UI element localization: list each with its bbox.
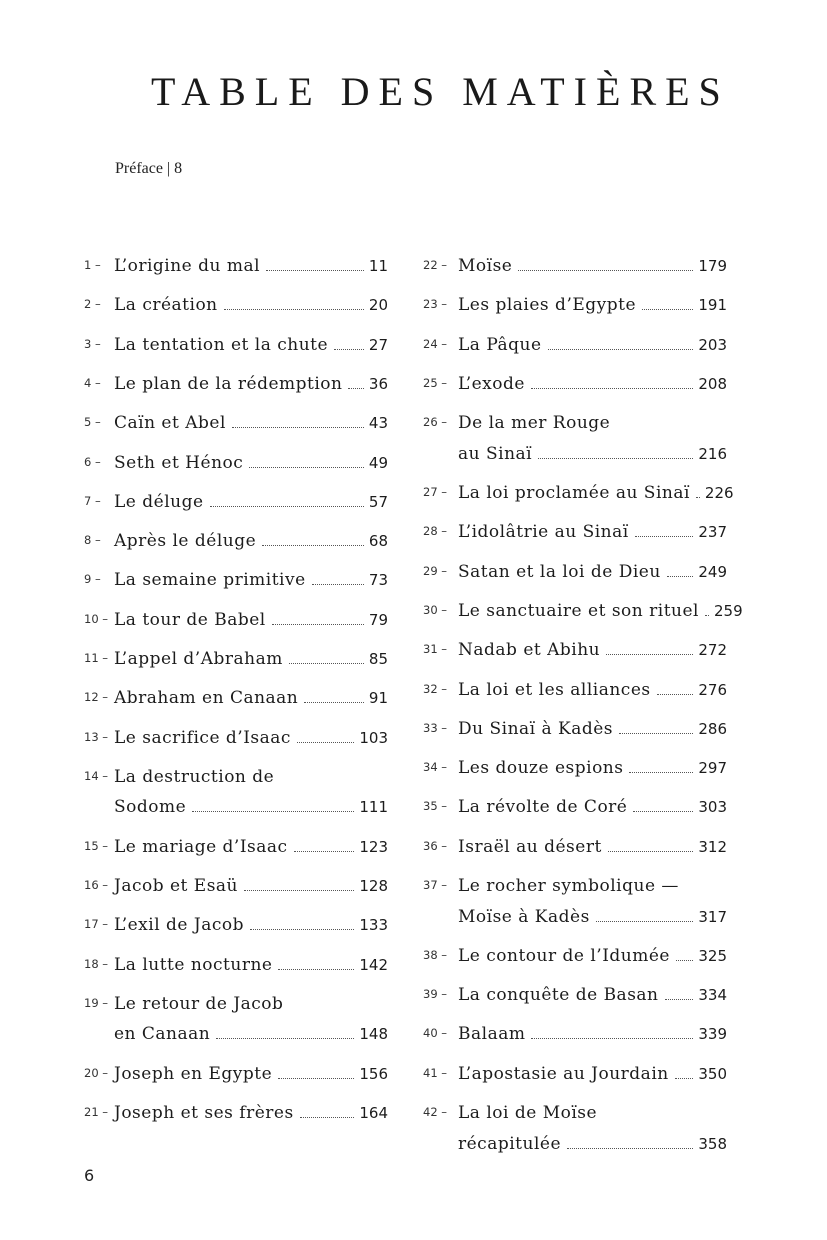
chapter-number: 9 – xyxy=(84,572,101,587)
chapter-page-number: 339 xyxy=(698,1025,727,1044)
toc-entry[interactable] xyxy=(84,488,388,512)
chapter-title: Les plaies d’Egypte xyxy=(458,295,637,316)
chapter-title: La tour de Babel xyxy=(114,609,266,630)
toc-entry-continuation[interactable] xyxy=(114,1020,388,1044)
chapter-page-number: 57 xyxy=(368,492,388,511)
chapter-number: 11 – xyxy=(84,651,109,665)
dot-leader xyxy=(250,929,354,930)
dot-leader xyxy=(619,733,693,734)
dot-leader xyxy=(705,615,709,616)
toc-entry[interactable] xyxy=(423,558,727,582)
page-number: 6 xyxy=(84,1166,95,1185)
toc-entry[interactable] xyxy=(84,331,388,355)
toc-entry[interactable] xyxy=(423,1099,727,1123)
dot-leader xyxy=(278,969,354,970)
dot-leader xyxy=(548,349,694,350)
toc-entry[interactable] xyxy=(84,951,388,975)
chapter-number: 39 – xyxy=(423,987,448,1002)
toc-entry[interactable] xyxy=(84,1060,388,1084)
toc-entry[interactable] xyxy=(423,754,727,778)
dot-leader xyxy=(518,270,693,271)
chapter-title: L’appel d’Abraham xyxy=(114,649,283,669)
chapter-number: 36 – xyxy=(423,838,448,853)
dot-leader xyxy=(596,921,694,922)
dot-leader xyxy=(608,851,694,852)
toc-entry[interactable] xyxy=(423,597,743,621)
chapter-number: 32 – xyxy=(423,681,448,696)
toc-entry[interactable] xyxy=(423,291,727,315)
chapter-title: La révolte de Coré xyxy=(458,797,628,818)
dot-leader xyxy=(531,1038,693,1039)
toc-entry[interactable] xyxy=(84,527,388,551)
chapter-number: 17 – xyxy=(84,917,109,932)
chapter-title: Le plan de la rédemption xyxy=(114,373,343,394)
preface-entry[interactable] xyxy=(115,160,182,178)
chapter-page-number: 79 xyxy=(368,610,388,629)
chapter-title: La loi et les alliances xyxy=(458,679,651,700)
chapter-number: 42 – xyxy=(423,1105,448,1119)
chapter-number: 35 – xyxy=(423,799,448,814)
dot-leader xyxy=(289,663,364,664)
chapter-number: 19 – xyxy=(84,995,109,1010)
toc-entry[interactable] xyxy=(84,606,388,630)
chapter-number: 29 – xyxy=(423,563,448,578)
chapter-number: 3 – xyxy=(84,336,101,351)
chapter-title: Le rocher symbolique — xyxy=(458,876,679,896)
chapter-title: Le déluge xyxy=(114,491,204,512)
toc-entry[interactable] xyxy=(423,331,727,355)
preface-separator: | xyxy=(166,160,171,177)
dot-leader xyxy=(312,584,364,585)
chapter-page-number: 103 xyxy=(359,728,388,747)
toc-entry[interactable] xyxy=(423,479,734,503)
chapter-number: 37 – xyxy=(423,878,448,892)
dot-leader xyxy=(232,427,364,428)
toc-entry[interactable] xyxy=(84,409,388,433)
chapter-title: La loi de Moïse xyxy=(458,1103,598,1123)
chapter-page-number: 156 xyxy=(359,1064,388,1083)
chapter-number: 1 – xyxy=(84,258,101,272)
chapter-title: Le contour de l’Idumée xyxy=(458,945,670,966)
chapter-title-continuation: Sodome xyxy=(114,797,187,818)
chapter-title: Les douze espions xyxy=(458,758,624,779)
chapter-number: 41 – xyxy=(423,1065,448,1080)
chapter-page-number: 286 xyxy=(698,719,727,738)
chapter-number: 15 – xyxy=(84,838,109,853)
chapter-title: Balaam xyxy=(458,1024,526,1045)
toc-entry[interactable] xyxy=(84,872,388,896)
dot-leader xyxy=(657,694,694,695)
chapter-number: 23 – xyxy=(423,297,448,312)
toc-entry[interactable] xyxy=(84,1099,388,1123)
chapter-page-number: 133 xyxy=(359,916,388,935)
chapter-page-number: 312 xyxy=(698,837,727,856)
chapter-number: 34 – xyxy=(423,760,448,775)
toc-entry[interactable] xyxy=(423,676,727,700)
chapter-number: 14 – xyxy=(84,768,109,783)
dot-leader xyxy=(667,576,694,577)
dot-leader xyxy=(348,388,363,389)
chapter-title: L’exil de Jacob xyxy=(114,915,244,936)
chapter-page-number: 259 xyxy=(713,601,743,620)
toc-entry[interactable] xyxy=(423,370,727,394)
chapter-title-continuation: au Sinaï xyxy=(458,443,533,464)
dot-leader xyxy=(635,536,694,537)
chapter-number: 31 – xyxy=(423,642,448,657)
dot-leader xyxy=(567,1148,693,1149)
toc-entry[interactable] xyxy=(84,724,388,748)
chapter-page-number: 208 xyxy=(698,374,727,393)
chapter-number: 30 – xyxy=(423,602,448,617)
chapter-number: 38 – xyxy=(423,947,448,962)
toc-entry[interactable] xyxy=(84,911,388,935)
chapter-page-number: 276 xyxy=(698,680,727,699)
chapter-number: 13 – xyxy=(84,729,109,744)
chapter-number: 7 – xyxy=(84,493,101,508)
toc-entry[interactable] xyxy=(423,409,727,433)
dot-leader xyxy=(675,1078,694,1079)
chapter-page-number: 148 xyxy=(359,1025,388,1044)
chapter-page-number: 43 xyxy=(368,414,388,433)
chapter-title: La lutte nocturne xyxy=(114,954,273,975)
chapter-page-number: 49 xyxy=(368,453,388,472)
chapter-page-number: 179 xyxy=(698,257,727,275)
toc-entry[interactable] xyxy=(84,252,388,276)
toc-entry[interactable] xyxy=(423,518,727,542)
chapter-page-number: 303 xyxy=(698,798,727,817)
chapter-title: La loi proclamée au Sinaï xyxy=(458,483,690,503)
dot-leader xyxy=(696,497,700,498)
dot-leader xyxy=(216,1038,354,1039)
toc-entry[interactable] xyxy=(423,793,727,817)
dot-leader xyxy=(300,1117,355,1118)
chapter-title: Moïse xyxy=(458,256,513,276)
chapter-page-number: 27 xyxy=(368,335,388,354)
chapter-number: 18 – xyxy=(84,956,109,971)
chapter-number: 28 – xyxy=(423,524,448,539)
dot-leader xyxy=(262,545,364,546)
chapter-number: 12 – xyxy=(84,690,109,705)
chapter-title-continuation: Moïse à Kadès xyxy=(458,906,590,927)
chapter-page-number: 237 xyxy=(698,523,727,542)
chapter-title: La création xyxy=(114,295,218,316)
chapter-page-number: 358 xyxy=(698,1134,727,1153)
toc-entry[interactable] xyxy=(84,449,388,473)
chapter-title: L’exode xyxy=(458,373,525,394)
dot-leader xyxy=(249,467,364,468)
preface-page: 8 xyxy=(174,160,183,177)
dot-leader xyxy=(266,270,364,271)
chapter-title: Jacob et Esaü xyxy=(114,876,239,896)
chapter-page-number: 325 xyxy=(698,946,727,965)
toc-entry-continuation[interactable] xyxy=(458,1130,727,1154)
chapter-title: Du Sinaï à Kadès xyxy=(458,718,614,739)
chapter-title: Satan et la loi de Dieu xyxy=(458,561,661,582)
dot-leader xyxy=(606,654,693,655)
dot-leader xyxy=(642,309,693,310)
toc-entry[interactable] xyxy=(423,833,727,857)
chapter-page-number: 350 xyxy=(698,1064,727,1083)
chapter-number: 5 – xyxy=(84,415,101,430)
chapter-page-number: 249 xyxy=(698,562,727,581)
toc-entry[interactable] xyxy=(423,1020,727,1044)
dot-leader xyxy=(192,811,354,812)
dot-leader xyxy=(538,458,693,459)
chapter-title: Nadab et Abihu xyxy=(458,640,601,661)
chapter-page-number: 272 xyxy=(698,641,727,660)
chapter-title: La tentation et la chute xyxy=(114,334,329,355)
page-title: TABLE DES MATIÈRES xyxy=(151,69,730,114)
dot-leader xyxy=(334,349,364,350)
dot-leader xyxy=(224,309,364,310)
chapter-title: L’origine du mal xyxy=(114,256,261,276)
chapter-number: 27 – xyxy=(423,485,448,499)
chapter-title: Seth et Hénoc xyxy=(114,452,244,473)
chapter-title: De la mer Rouge xyxy=(458,413,611,434)
chapter-page-number: 297 xyxy=(698,759,727,778)
preface-label: Préface xyxy=(115,160,163,177)
chapter-title: La conquête de Basan xyxy=(458,985,659,1006)
chapter-title: Caïn et Abel xyxy=(114,413,226,434)
chapter-page-number: 203 xyxy=(698,335,727,354)
chapter-title: La destruction de xyxy=(114,766,275,787)
toc-entry[interactable] xyxy=(84,990,388,1014)
chapter-number: 6 – xyxy=(84,454,101,469)
chapter-number: 26 – xyxy=(423,415,448,430)
chapter-title: Le retour de Jacob xyxy=(114,993,284,1014)
chapter-page-number: 85 xyxy=(368,650,388,668)
chapter-page-number: 128 xyxy=(359,877,388,895)
toc-entry[interactable] xyxy=(423,981,727,1005)
toc-entry[interactable] xyxy=(84,645,388,669)
chapter-title: Joseph et ses frères xyxy=(114,1103,294,1123)
chapter-number: 22 – xyxy=(423,258,448,272)
toc-entry-continuation[interactable] xyxy=(114,793,388,817)
chapter-title: L’apostasie au Jourdain xyxy=(458,1063,669,1084)
dot-leader xyxy=(629,772,693,773)
dot-leader xyxy=(676,960,693,961)
chapter-title: Israël au désert xyxy=(458,836,602,857)
chapter-title: Le mariage d’Isaac xyxy=(114,836,288,857)
chapter-number: 16 – xyxy=(84,878,109,892)
chapter-page-number: 36 xyxy=(368,374,388,393)
chapter-page-number: 73 xyxy=(368,571,388,590)
chapter-page-number: 164 xyxy=(359,1104,388,1122)
dot-leader xyxy=(244,890,354,891)
toc-entry[interactable] xyxy=(423,715,727,739)
chapter-page-number: 111 xyxy=(359,798,388,817)
toc-entry[interactable] xyxy=(423,636,727,660)
dot-leader xyxy=(278,1078,354,1079)
chapter-number: 21 – xyxy=(84,1105,109,1119)
chapter-page-number: 142 xyxy=(359,955,388,974)
dot-leader xyxy=(531,388,693,389)
chapter-number: 2 – xyxy=(84,297,101,312)
chapter-number: 4 – xyxy=(84,375,101,390)
chapter-page-number: 226 xyxy=(704,484,734,502)
chapter-page-number: 68 xyxy=(368,532,388,551)
chapter-page-number: 20 xyxy=(368,296,388,315)
chapter-page-number: 216 xyxy=(698,444,727,463)
toc-entry[interactable] xyxy=(423,1060,727,1084)
chapter-title: La Pâque xyxy=(458,334,542,355)
chapter-title: Joseph en Egypte xyxy=(114,1063,273,1084)
chapter-title: Après le déluge xyxy=(114,531,257,552)
chapter-page-number: 334 xyxy=(698,986,727,1005)
toc-entry[interactable] xyxy=(423,942,727,966)
chapter-page-number: 11 xyxy=(368,257,388,275)
toc-entry[interactable] xyxy=(84,370,388,394)
chapter-number: 40 – xyxy=(423,1026,448,1041)
dot-leader xyxy=(272,624,364,625)
toc-entry-continuation[interactable] xyxy=(458,903,727,927)
chapter-title-continuation: récapitulée xyxy=(458,1133,562,1154)
chapter-page-number: 123 xyxy=(359,837,388,856)
toc-entry[interactable] xyxy=(423,252,727,276)
chapter-number: 8 – xyxy=(84,533,101,548)
chapter-title: Abraham en Canaan xyxy=(114,688,299,709)
dot-leader xyxy=(633,811,693,812)
chapter-title-continuation: en Canaan xyxy=(114,1024,211,1045)
chapter-number: 20 – xyxy=(84,1065,109,1080)
dot-leader xyxy=(294,851,355,852)
dot-leader xyxy=(297,742,354,743)
dot-leader xyxy=(665,999,694,1000)
chapter-title: Le sanctuaire et son rituel xyxy=(458,600,699,621)
toc-entry[interactable] xyxy=(84,833,388,857)
chapter-page-number: 317 xyxy=(698,907,727,926)
dot-leader xyxy=(304,702,364,703)
chapter-page-number: 191 xyxy=(698,296,727,315)
chapter-title: L’idolâtrie au Sinaï xyxy=(458,522,629,543)
toc-entry[interactable] xyxy=(84,291,388,315)
chapter-number: 25 – xyxy=(423,375,448,390)
toc-entry[interactable] xyxy=(84,684,388,708)
chapter-number: 33 – xyxy=(423,720,448,735)
chapter-page-number: 91 xyxy=(368,689,388,708)
toc-entry[interactable] xyxy=(423,872,727,896)
dot-leader xyxy=(210,506,364,507)
toc-entry-continuation[interactable] xyxy=(458,440,727,464)
chapter-title: Le sacrifice d’Isaac xyxy=(114,727,291,748)
toc-entry[interactable] xyxy=(84,566,388,590)
chapter-number: 10 – xyxy=(84,611,109,626)
chapter-title: La semaine primitive xyxy=(114,570,306,591)
toc-entry[interactable] xyxy=(84,763,388,787)
chapter-number: 24 – xyxy=(423,336,448,351)
